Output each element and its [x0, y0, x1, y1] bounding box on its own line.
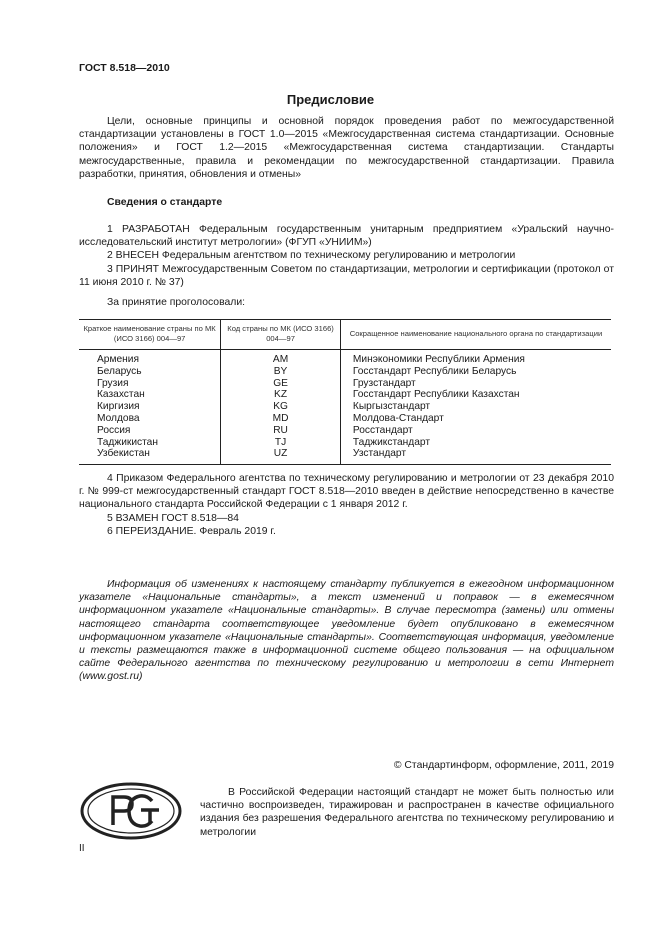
intro-paragraph: Цели, основные принципы и основной порядок проведения работ по межгосударственной стандартизации установлены в ГОСТ 1.0—2015 «Межгосударственная система стандартизации. Основные положения» и ГОСТ 1.2—2015 «Межгосударственная система стандартизации. Стандарты межгосударственные, правила и рекомендации по межгосударственной стандартизации. Правила разработки, принятия, обновления и отмены»: [79, 116, 614, 180]
table-cell: Молдова: [97, 412, 140, 424]
item-developed: 1 РАЗРАБОТАН Федеральным государственным унитарным предприятием «Уральский научно-исследовательский институт метрологии» (ФГУП «УНИИМ»): [79, 224, 614, 249]
table-cell: KZ: [274, 389, 288, 401]
table-cell: Грузстандарт: [352, 377, 416, 389]
table-cell: MD: [272, 412, 289, 424]
item-enacted: 4 Приказом Федерального агентства по техническому регулированию и метрологии от 23 декабря 2010 г. № 999-ст межгосударственный стандарт ГОСТ 8.518—2010 введен в действие непосредственно в качестве национального стандарта Российской Федерации с 1 января 2012 г.: [79, 473, 614, 511]
item-introduced: 2 ВНЕСЕН Федеральным агентством по техническому регулированию и метрологии: [107, 250, 516, 262]
table-cell: Таджикистан: [97, 436, 158, 448]
page-title: Предисловие: [286, 92, 375, 107]
voted-label: За принятие проголосовали:: [107, 297, 246, 309]
table-cell: Киргизия: [97, 401, 140, 413]
page-number: II: [79, 843, 85, 854]
table-cell: RU: [273, 424, 288, 436]
country-codes-column: [221, 350, 341, 465]
rst-certification-mark-icon: [79, 781, 183, 841]
table-cell: Госстандарт Республики Казахстан: [352, 389, 520, 401]
table-cell: TJ: [274, 436, 287, 448]
table-cell: Узбекистан: [97, 448, 150, 460]
amendments-info-paragraph: Информация об изменениях к настоящему стандарту публикуется в ежегодном информационном указателе «Национальные стандарты», а текст изменений и поправок — в ежемесячном информационном указателе «Национальные стандарты». В случае пересмотра (замены) или отмены настоящего стандарта соответствующее уведомление будет опубликовано в ежемесячном информационном указателе «Национальные стандарты». Соответствующая информация, уведомление и тексты размещаются также в информационной системе общего пользования — на официальном сайте Федерального агентства по техническому регулированию и метрологии в сети Интернет (www.gost.ru): [79, 579, 614, 683]
rst-logo-icon: [79, 781, 183, 846]
table-cell: GE: [273, 377, 288, 389]
item-replaces: 5 ВЗАМЕН ГОСТ 8.518—84: [107, 512, 239, 524]
table-cell: Молдова-Стандарт: [352, 412, 444, 424]
column-header-code: Код страны по МК (ИСО 3166) 004—97: [221, 320, 341, 350]
table-cell: Минэкономики Республики Армения: [352, 354, 525, 365]
country-names-column: [79, 350, 221, 465]
table-cell: Армения: [97, 354, 139, 365]
standard-bodies-column: [340, 350, 611, 465]
table-body-row: [79, 350, 611, 465]
table-cell: BY: [273, 365, 288, 377]
table-cell: Узстандарт: [352, 448, 407, 460]
table-cell: Росстандарт: [352, 424, 413, 436]
item-adopted: 3 ПРИНЯТ Межгосударственным Советом по стандартизации, метрологии и сертификации (протокол от 11 июня 2010 г. № 37): [79, 263, 614, 288]
table-cell: UZ: [273, 448, 288, 460]
table-cell: Россия: [97, 424, 131, 436]
standard-info-block: [79, 223, 614, 309]
table-cell: Госстандарт Республики Беларусь: [352, 365, 517, 377]
column-header-country: Краткое наименование страны по МК (ИСО 3166) 004—97: [79, 320, 221, 350]
legal-notice: В Российской Федерации настоящий стандарт не может быть полностью или частично воспроизведен, тиражирован и распространен в качестве официального издания без разрешения Федерального агентства по техническому регулированию и метрологии: [200, 787, 614, 838]
table-cell: AM: [272, 354, 289, 365]
table-cell: Беларусь: [97, 365, 142, 377]
table-header-row: [79, 320, 611, 350]
copyright-notice: © Стандартинформ, оформление, 2011, 2019: [393, 760, 614, 771]
table-cell: Таджикстандарт: [352, 436, 431, 448]
document-code: ГОСТ 8.518—2010: [79, 62, 170, 74]
countries-table: [79, 319, 611, 465]
table-cell: Казахстан: [97, 389, 145, 401]
table-cell: Грузия: [97, 377, 129, 389]
section-heading: Сведения о стандарте: [107, 197, 223, 208]
item-reissue: 6 ПЕРЕИЗДАНИЕ. Февраль 2019 г.: [107, 525, 276, 537]
column-header-body: Сокращенное наименование национального органа по стандартизации: [340, 320, 611, 350]
standard-info-block-continued: [79, 472, 614, 538]
table-cell: KG: [273, 401, 288, 413]
table-cell: Кыргызстандарт: [352, 401, 431, 413]
